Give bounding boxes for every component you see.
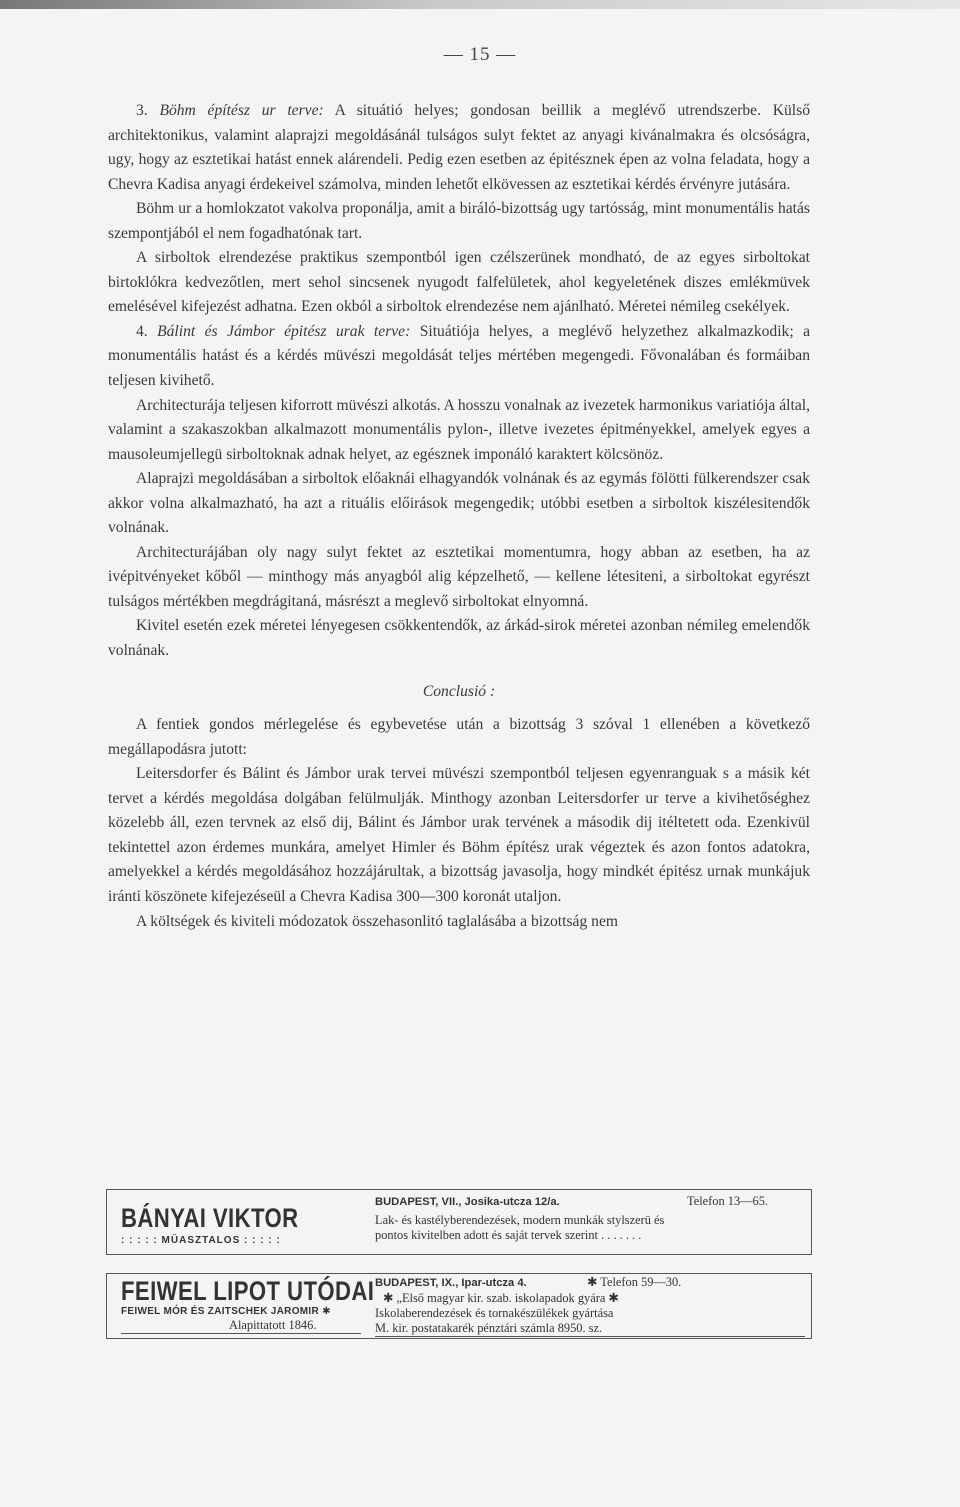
advertisement-banyai xyxy=(106,1189,812,1255)
paragraph-aesthetic: Architecturájában oly nagy sulyt fektet az esztetikai momentumra, hogy abban az esetben, ha az ivépitvényeket kőből — minthogy más anyagból alig képzelhető, — kellene létesiteni, a sirboltokat egyrészt tulságos mértékben megdrágitaná, másrészt a meglevő sirboltokat elnyomná. xyxy=(108,543,810,610)
paragraph-balint-jambor-plan: 4. Bálint és Jámbor épitész urak terve: Situátiója helyes, a meglévő helyzethez alkalmazkodik; a monumentális hatást és a kérdés müvészi megoldását teljes mértében megengedi. Fővonalában és formáiban teljesen kivihető. xyxy=(108,322,811,390)
ad-address: BUDAPEST, IX., Ipar-utcza 4. xyxy=(375,1277,527,1289)
ad-company-owners: FEIWEL MÓR ÉS ZAITSCHEK JAROMIR ✱ xyxy=(121,1306,331,1317)
ad-company-trade: : : : : : MÜASZTALOS : : : : : xyxy=(121,1235,281,1246)
paragraph-architecture: Architecturája teljesen kiforrott müvészi alkotás. A hosszu vonalnak az ivezetek harmonikus variatiója által, valamint a szakaszokban alkalmazott monumentális pylon-, illetve ivezetes épitményekkel, amelyek egyes a mausoleumjellegü sirboltoknak adnak helyet, az egésznek imponáló karaktert kölcsönöz. xyxy=(108,396,810,463)
ad-line-2: Lak- és kastélyberendezések, modern munkák stylszerü és xyxy=(375,1213,665,1227)
ad-line-3: Iskolaberendezések és tornakészülékek gyártása xyxy=(375,1306,614,1320)
ad-phone: ✱ Telefon 59—30. xyxy=(587,1275,682,1289)
page-number: — 15 — xyxy=(443,44,517,65)
advertisement-feiwel xyxy=(106,1273,812,1339)
conclusion-heading: Conclusió : xyxy=(422,682,496,700)
ad-company-name: BÁNYAI VIKTOR xyxy=(121,1203,299,1233)
paragraph-floorplan: Alaprajzi megoldásában a sirboltok előaknái elhagyandók volnának és az egymás fölötti fülkerendszer csak akkor volna alkalmazható, ha azt a rituális előirások megengedik; utóbbi esetben a sirboltok kiszélesitendők volnának. xyxy=(108,470,810,537)
ad-right-block xyxy=(375,1194,805,1243)
page-body xyxy=(108,99,810,934)
page-edge-band xyxy=(0,0,960,9)
ad-line-4: M. kir. postatakarék pénztári számla 8950. sz. xyxy=(375,1321,805,1337)
paragraph-tombs-layout: A sirboltok elrendezése praktikus szempontból igen czélszerünek mondható, de az egyes sirboltokat birtoklókra kedvezőtlen, mert sehol sincsenek nyugodt falfelületek, ahol kegyeletének diszes emlékmüvek emelésével kifejezést adhatna. Ezen okból a sirboltok elrendezése nem ajánlható. Méretei némileg csekélyek. xyxy=(108,249,810,316)
paragraph-bohm-plan: 3. Böhm építész ur terve: A situátió helyes; gondosan beillik a meglévő utrendszerbe. Külső architektonikus, valamint alaprajzi megoldásánál tulságos sulyt fektet az anyagi kivánalmakra és olcsóságra, ugy, hogy az esztetikai hatást ennek alárendeli. Pedig ezen esetben az épitésznek épen az volna feladata, hogy a Chevra Kadisa anyagi érdekeivel számolva, minden lehetőt elkövessen az esztetikai kérdés érvényre jutására. xyxy=(108,102,810,193)
conclusion-paragraph-costs: A költségek és kiviteli módozatok összehasonlitó taglalásába a bizottság nem xyxy=(136,912,618,930)
ad-address-row xyxy=(375,1275,805,1291)
ad-company-name: FEIWEL LIPOT UTÓDAI xyxy=(121,1276,375,1306)
ad-left-block xyxy=(121,1190,361,1246)
ad-address-row xyxy=(375,1194,805,1210)
paragraph-execution: Kivitel esetén ezek méretei lényegesen csökkentendők, az árkád-sirok méretei azonban némileg emelendők volnának. xyxy=(108,617,810,660)
ad-line-3: pontos kivitelben adott és saját tervek szerint . . . . . . . xyxy=(375,1228,642,1242)
ad-address: BUDAPEST, VII., Josika-utcza 12/a. xyxy=(375,1196,560,1208)
conclusion-paragraph-award: Leitersdorfer és Bálint és Jámbor urak tervei müvészi szempontból teljesen egyenranguak s a másik két tervet a kérdés megoldása dolgában felülmulják. Minthogy azonban Leitersdorfer ur terve a kivihetőséghez közelebb áll, ezen tervnek az első dij, Bálint és Jámbor urak tervének a második dij itéltetett oda. Ezenkivül tekintettel azon érdemes munkára, amelyet Himler és Böhm építész urak végeztek és azon fontos adatokra, amelyekkel a kérdés megoldásához hozzájárultak, a bizottság javasolja, hogy mindkét épitész urnak munkájuk iránti köszönete kifejezéseül a Chevra Kadisa 300—300 koronát utaljon. xyxy=(108,765,810,905)
ad-left-block xyxy=(121,1274,375,1334)
ad-phone: Telefon 13—65. xyxy=(687,1194,769,1208)
ad-founded: Alapittatott 1846. xyxy=(121,1318,361,1334)
ad-line-2: ✱ „Első magyar kir. szab. iskolapadok gyára ✱ xyxy=(383,1291,619,1305)
conclusion-paragraph-vote: A fentiek gondos mérlegelése és egybevetése után a bizottság 3 szóval 1 ellenében a következő megállapodásra jutott: xyxy=(108,716,810,758)
paragraph-facade: Böhm ur a homlokzatot vakolva proponálja, amit a biráló-bizottság ugy tartósság, mint monumentális hatás szempontjából el nem fogadhatónak tart. xyxy=(108,200,810,242)
ad-right-block xyxy=(375,1275,805,1337)
